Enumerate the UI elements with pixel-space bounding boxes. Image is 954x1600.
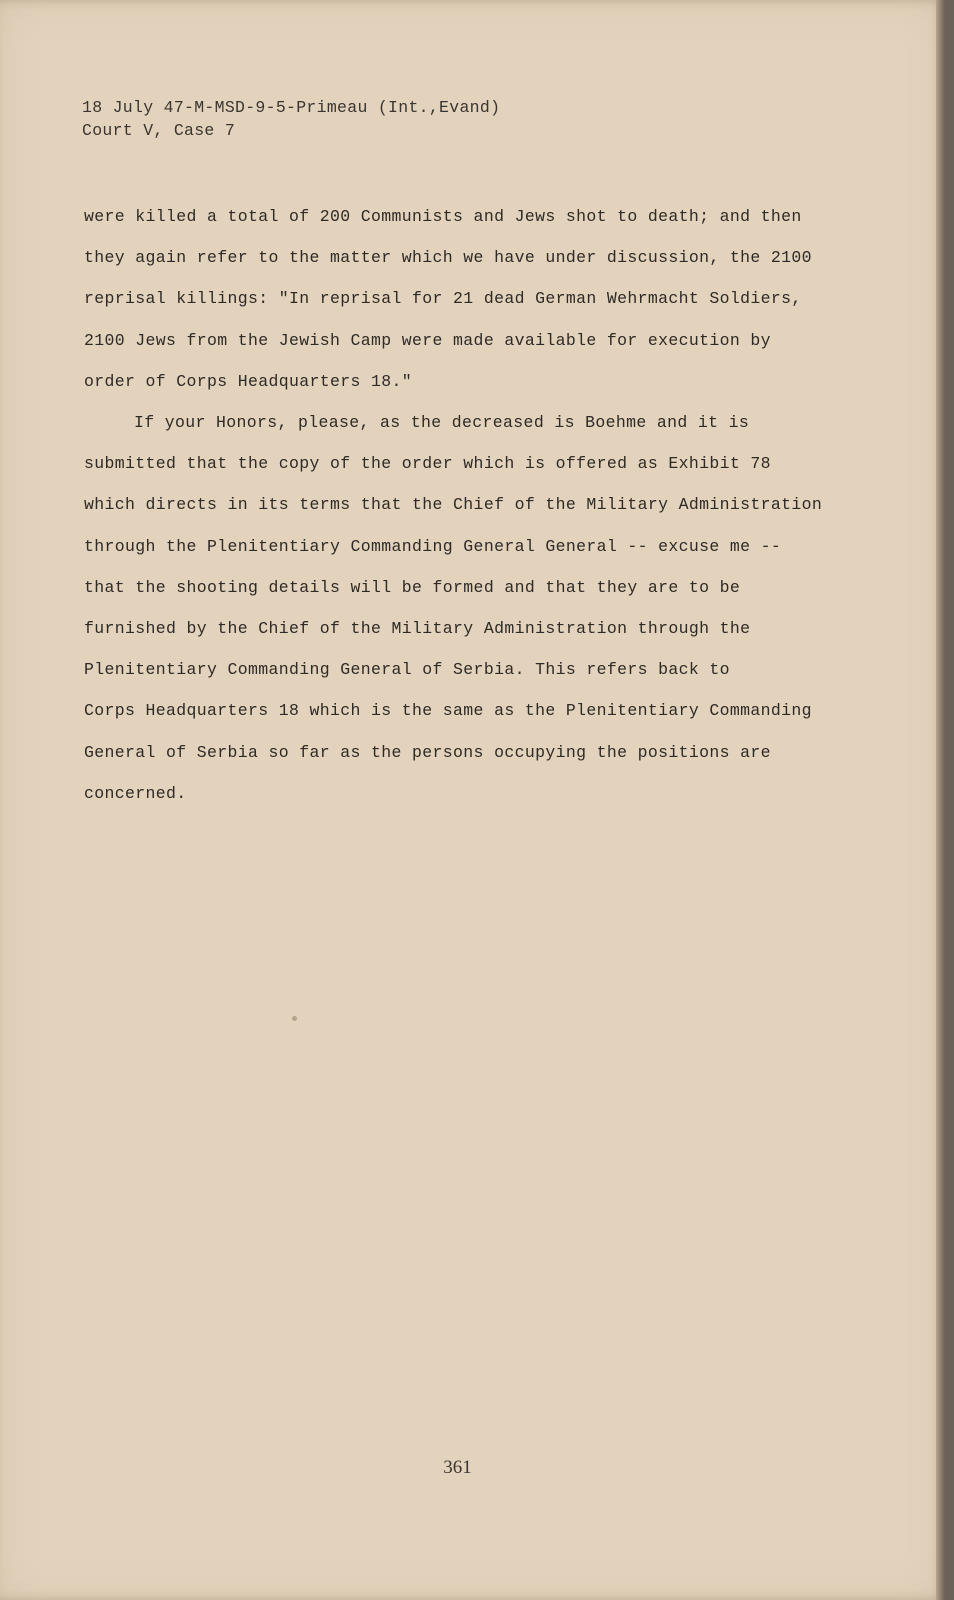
text-line: General of Serbia so far as the persons occupying the positions are (84, 742, 771, 762)
text-line: through the Plenitentiary Commanding General General -- excuse me -- (84, 536, 782, 556)
text-line: Corps Headquarters 18 which is the same as the Plenitentiary Commanding (84, 701, 812, 721)
text-line: submitted that the copy of the order which is offered as Exhibit 78 (84, 454, 771, 474)
text-line: they again refer to the matter which we have under discussion, the 2100 (84, 248, 812, 268)
body-text (84, 196, 874, 814)
document-header (82, 96, 500, 142)
header-line-2: Court V, Case 7 (82, 121, 236, 140)
header-line-1: 18 July 47-M-MSD-9-5-Primeau (Int.,Evand) (82, 98, 501, 117)
text-line: which directs in its terms that the Chief of the Military Administration (84, 495, 823, 515)
paragraph-2 (84, 402, 874, 814)
text-line: were killed a total of 200 Communists and Jews shot to death; and then (84, 207, 802, 226)
page-edge (936, 0, 945, 1600)
text-line: reprisal killings: "In reprisal for 21 dead German Wehrmacht Soldiers, (84, 289, 802, 309)
text-line: that the shooting details will be formed and that they are to be (84, 577, 741, 597)
text-line: furnished by the Chief of the Military Administration through the (84, 619, 751, 639)
paper-speck (292, 1016, 297, 1021)
text-line: If your Honors, please, as the decreased is Boehme and it is (134, 413, 750, 433)
text-line: Plenitentiary Commanding General of Serbia. This refers back to (84, 660, 730, 680)
paragraph-1 (84, 196, 874, 402)
text-line: 2100 Jews from the Jewish Camp were made available for execution by (84, 330, 771, 350)
text-line: order of Corps Headquarters 18." (84, 371, 413, 391)
page-number: 361 (443, 1457, 472, 1478)
text-line: concerned. (84, 783, 187, 803)
